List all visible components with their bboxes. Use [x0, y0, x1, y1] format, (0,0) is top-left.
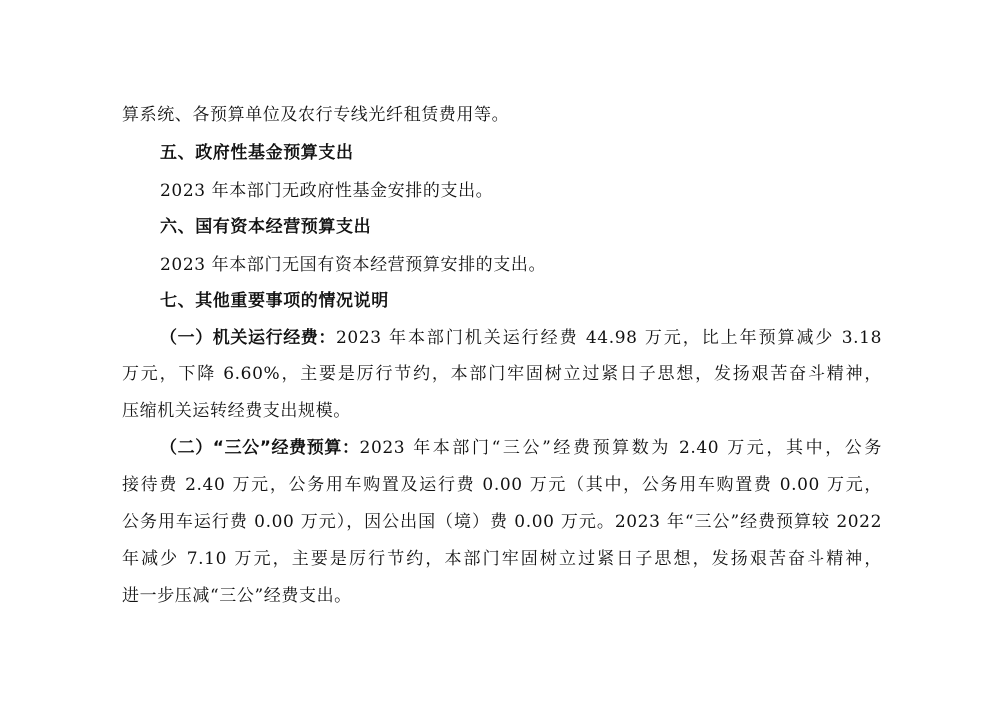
item-1-line-2: 万元，下降 6.60%，主要是厉行节约，本部门牢固树立过紧日子思想，发扬艰苦奋斗精神， — [122, 364, 882, 384]
paragraph-continuation: 算系统、各预算单位及农行专线光纤租赁费用等。 — [122, 105, 510, 125]
item-2-label: （二）“三公”经费预算： — [160, 438, 360, 458]
item-2-line-3: 公务用车运行费 0.00 万元），因公出国（境）费 0.00 万元。2023 年“三公”经费预算较 2022 — [122, 512, 882, 532]
item-2-first-line — [160, 436, 882, 460]
item-2-line-1: 2023 年本部门“三公”经费预算数为 2.40 万元，其中，公务 — [359, 438, 882, 458]
item-2-line-4: 年减少 7.10 万元，主要是厉行节约，本部门牢固树立过紧日子思想，发扬艰苦奋斗精神， — [122, 549, 882, 569]
item-1-line-1: 2023 年本部门机关运行经费 44.98 万元，比上年预算减少 3.18 — [336, 328, 882, 348]
item-1-label: （一）机关运行经费： — [160, 328, 336, 348]
item-2-line-2: 接待费 2.40 万元，公务用车购置及运行费 0.00 万元（其中，公务用车购置费 0.00 万元， — [122, 475, 882, 495]
item-1-line-3: 压缩机关运转经费支出规模。 — [122, 401, 351, 421]
section-6-text: 2023 年本部门无国有资本经营预算安排的支出。 — [160, 255, 547, 275]
item-2-line-5: 进一步压减“三公”经费支出。 — [122, 586, 352, 606]
section-7-heading: 七、其他重要事项的情况说明 — [160, 291, 389, 311]
section-5-text: 2023 年本部门无政府性基金安排的支出。 — [160, 181, 494, 201]
section-6-heading: 六、国有资本经营预算支出 — [160, 217, 372, 237]
section-5-heading: 五、政府性基金预算支出 — [160, 143, 354, 163]
item-1-first-line — [160, 326, 882, 350]
